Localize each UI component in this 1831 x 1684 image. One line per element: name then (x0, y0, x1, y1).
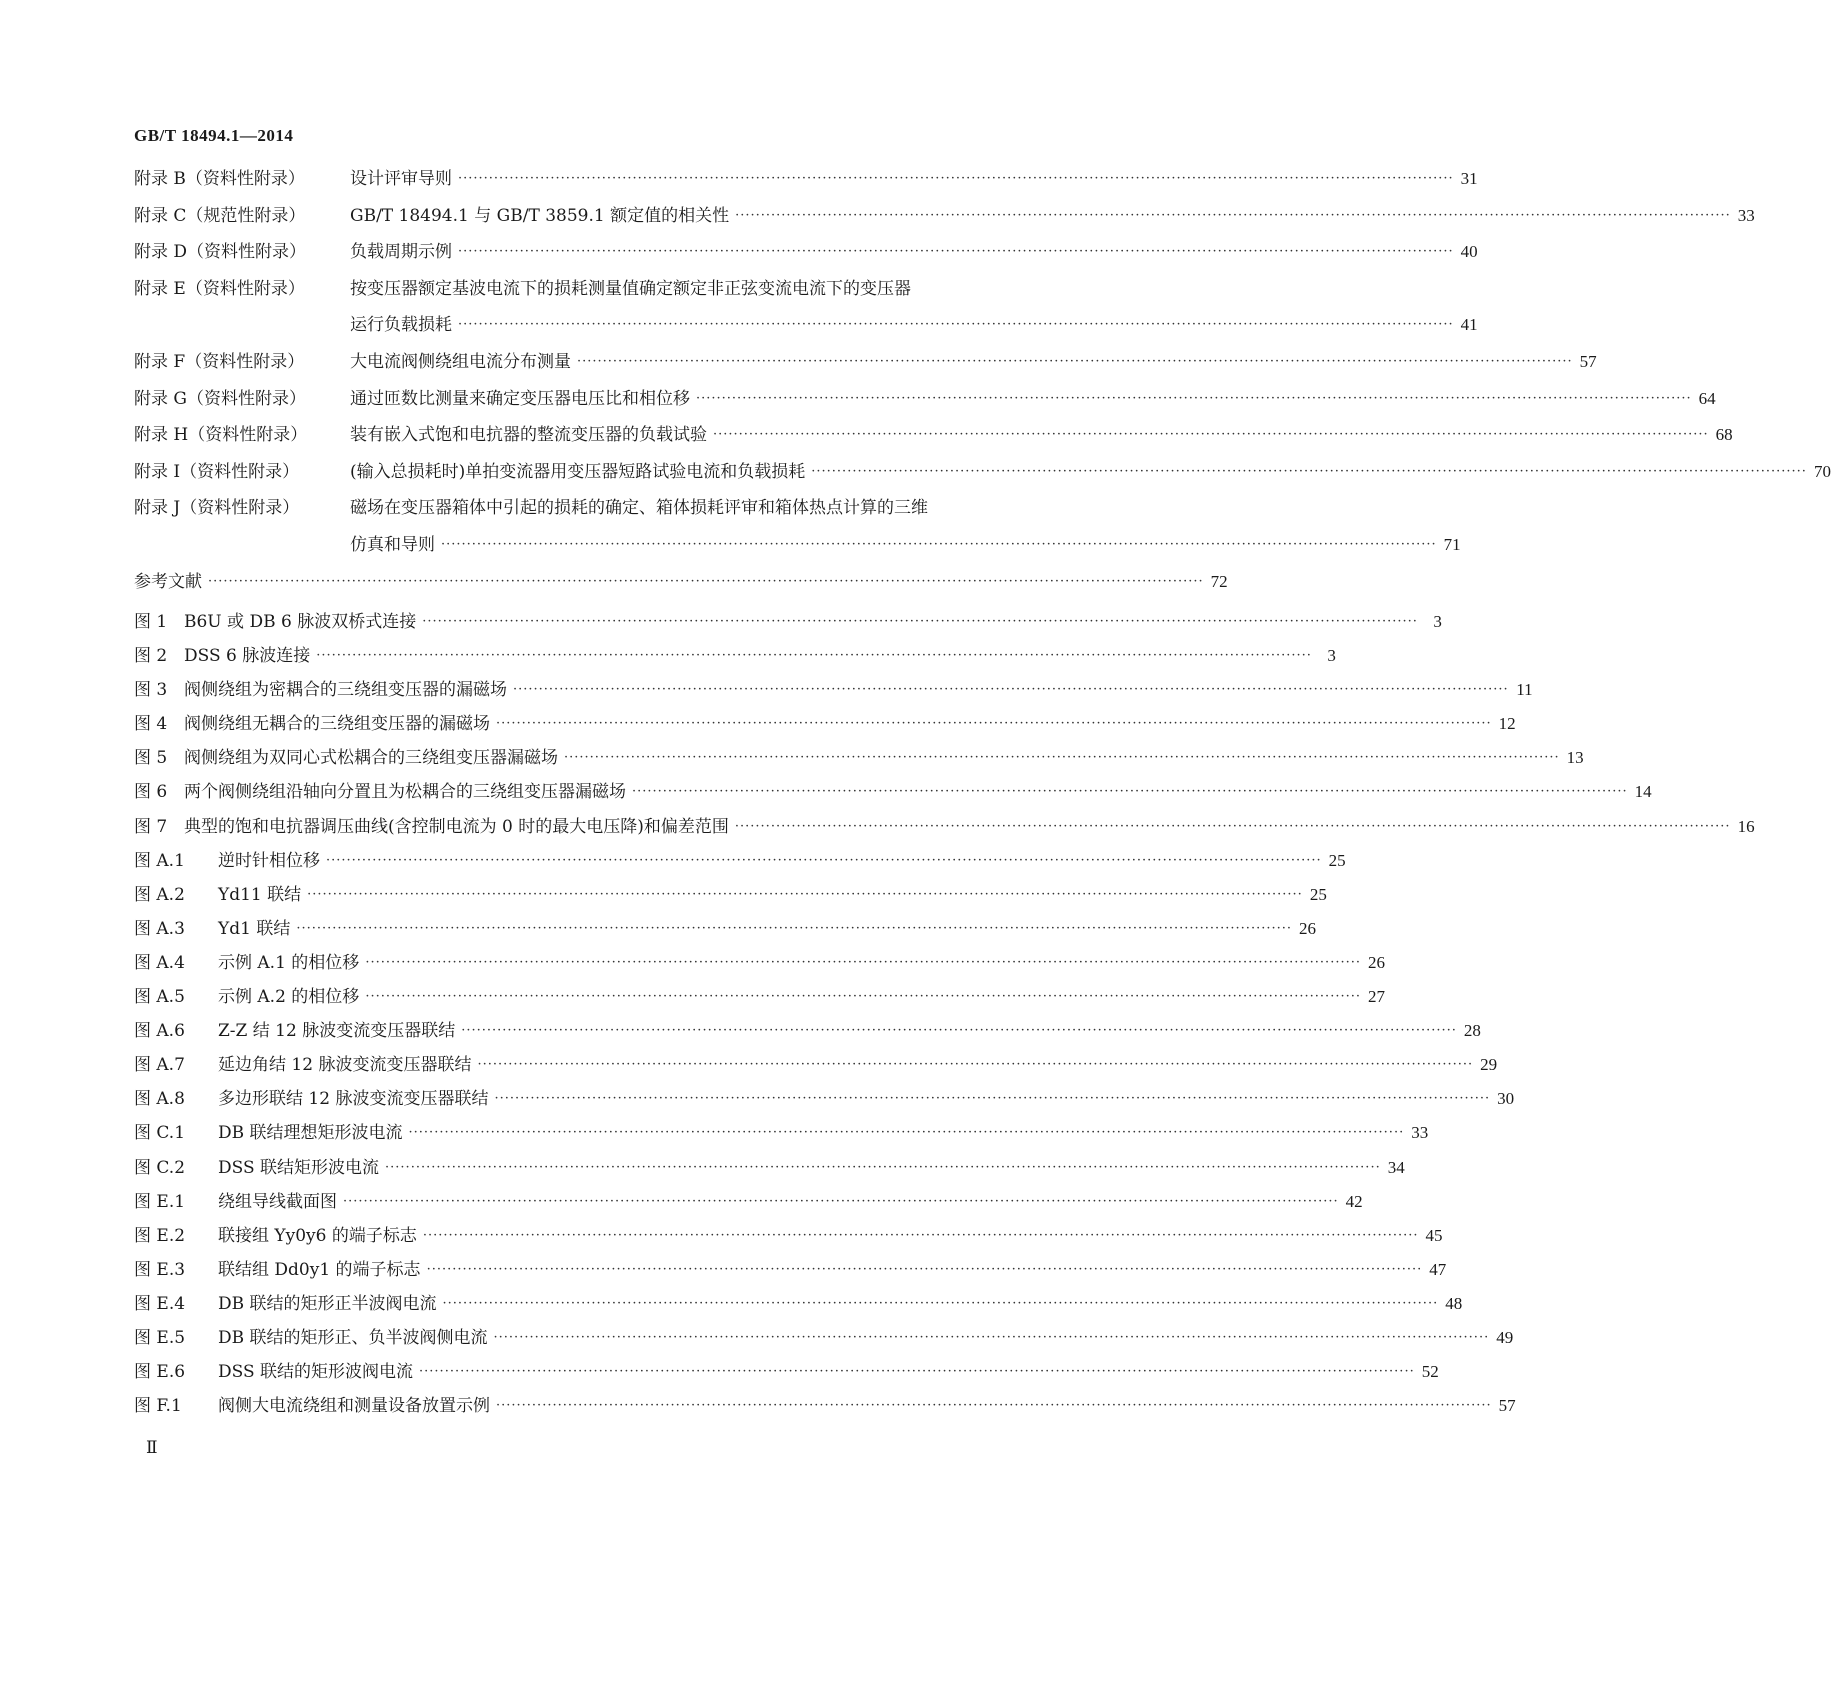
figure-title: 联接组 Yy0y6 的端子标志 (218, 1225, 417, 1246)
toc-entry-figure[interactable] (134, 849, 1346, 873)
annex-title: (输入总损耗时)单拍变流器用变压器短路试验电流和负载损耗 (350, 461, 806, 482)
toc-entry-figure[interactable] (134, 610, 1442, 634)
figure-label: 图 C.1 (134, 1123, 186, 1144)
toc-entry-figure[interactable] (134, 1121, 1429, 1145)
figure-title: DSS 联结的矩形波阀电流 (218, 1362, 414, 1383)
figure-label: 图 E.5 (134, 1327, 186, 1348)
toc-entry-figure[interactable] (134, 883, 1327, 907)
toc-entry-figure[interactable] (134, 917, 1316, 941)
page-number: 13 (1566, 748, 1584, 768)
figure-title: 阀侧大电流绕组和测量设备放置示例 (218, 1396, 490, 1417)
figure-title: 延边角结 12 脉波变流变压器联结 (218, 1055, 472, 1076)
figure-title: 典型的饱和电抗器调压曲线(含控制电流为 0 时的最大电压降)和偏差范围 (184, 816, 729, 837)
page-number: 49 (1496, 1327, 1514, 1347)
page-number: 31 (1460, 169, 1478, 188)
page-number: 28 (1463, 1021, 1481, 1041)
page-number: 14 (1634, 782, 1652, 802)
annex-title: 通过匝数比测量来确定变压器电压比和相位移 (350, 388, 690, 409)
annex-title-continued: 仿真和导则 (350, 534, 435, 555)
leader-dots (441, 533, 1437, 557)
annex-label: 附录 F（资料性附录） (134, 351, 305, 372)
annex-label: 附录 C（规范性附录） (134, 205, 306, 226)
figure-title: DSS 6 脉波连接 (184, 646, 311, 667)
toc-entry-annex-h[interactable] (134, 423, 1733, 447)
page-number: 42 (1345, 1191, 1363, 1211)
toc-entry-figure[interactable] (134, 712, 1516, 736)
toc-entry-references[interactable] (134, 570, 1228, 594)
leader-dots (443, 1292, 1439, 1316)
annex-label: 附录 I（资料性附录） (134, 461, 300, 482)
page-numeral-footer: Ⅱ (146, 1438, 158, 1457)
leader-dots (423, 1224, 1419, 1248)
leader-dots (208, 570, 1204, 594)
annex-title: 设计评审导则 (350, 169, 452, 189)
toc-entry-figure[interactable] (134, 815, 1755, 839)
figure-label: 图 F.1 (134, 1396, 182, 1417)
page-number: 26 (1367, 952, 1385, 972)
toc-entry-annex-f[interactable] (134, 350, 1597, 374)
leader-dots (577, 350, 1573, 374)
page-number: 25 (1309, 884, 1327, 904)
figure-label: 图 7 (134, 816, 168, 837)
leader-dots (409, 1121, 1405, 1145)
page-number: 26 (1299, 918, 1316, 938)
annex-title: GB/T 18494.1 与 GB/T 3859.1 额定值的相关性 (350, 205, 730, 226)
page-number: 40 (1460, 242, 1478, 262)
annex-label: 附录 D（资料性附录） (134, 242, 307, 263)
toc-annex-list (134, 167, 1831, 606)
page-number: 3 (1433, 612, 1442, 631)
leader-dots (496, 1394, 1492, 1418)
page-number: 48 (1445, 1293, 1463, 1313)
figure-title: 两个阀侧绕组沿轴向分置且为松耦合的三绕组变压器漏磁场 (184, 782, 626, 803)
leader-dots (713, 423, 1709, 447)
toc-entry-figure[interactable] (134, 780, 1652, 804)
figure-label: 图 2 (134, 646, 168, 667)
page-number: 16 (1737, 816, 1755, 836)
figure-label: 图 A.7 (134, 1055, 185, 1076)
page-number: 12 (1498, 714, 1516, 734)
page-number: 72 (1210, 571, 1228, 591)
figure-title: Yd11 联结 (218, 884, 302, 905)
toc-entry-annex-g[interactable] (134, 387, 1716, 411)
figure-title: Z-Z 结 12 脉波变流变压器联结 (218, 1021, 456, 1042)
toc-entry-figure[interactable] (134, 1156, 1405, 1180)
leader-dots (696, 387, 1692, 411)
page-number: 25 (1328, 850, 1346, 870)
leader-dots (296, 917, 1292, 941)
toc-entry-figure[interactable] (134, 1258, 1447, 1282)
annex-title: 负载周期示例 (350, 242, 452, 263)
figure-label: 图 E.2 (134, 1225, 186, 1246)
figure-label: 图 E.4 (134, 1293, 186, 1314)
leader-dots (494, 1326, 1490, 1350)
references-title: 参考文献 (134, 571, 202, 592)
figure-label: 图 3 (134, 680, 168, 701)
figure-label: 图 A.3 (134, 918, 185, 939)
toc-entry-annex-d[interactable] (134, 240, 1478, 264)
figure-label: 图 A.8 (134, 1089, 185, 1110)
annex-title: 大电流阀侧绕组电流分布测量 (350, 351, 571, 372)
toc-entry-figure[interactable] (134, 1326, 1514, 1350)
leader-dots (735, 204, 1731, 228)
page-number: 70 (1813, 461, 1831, 481)
toc-entry-annex-j[interactable] (134, 496, 1461, 557)
leader-dots (461, 1019, 1457, 1043)
page-number: 3 (1327, 646, 1336, 666)
toc-entry-figure[interactable] (134, 985, 1385, 1009)
leader-dots (494, 1087, 1490, 1111)
figure-label: 图 1 (134, 612, 168, 632)
figure-title: 联结组 Dd0y1 的端子标志 (218, 1259, 421, 1280)
annex-title-continued: 运行负载损耗 (350, 315, 452, 336)
figure-title: 阀侧绕组为密耦合的三绕组变压器的漏磁场 (184, 680, 507, 701)
annex-title: 磁场在变压器箱体中引起的损耗的确定、箱体损耗评审和箱体热点计算的三维 (350, 498, 928, 519)
toc-entry-figure[interactable] (134, 1360, 1439, 1384)
toc-entry-figure[interactable] (134, 1224, 1443, 1248)
figure-label: 图 6 (134, 782, 168, 803)
figure-title: 阀侧绕组无耦合的三绕组变压器的漏磁场 (184, 714, 490, 735)
page-number: 29 (1480, 1055, 1498, 1075)
leader-dots (365, 985, 1361, 1009)
toc-entry-annex-e[interactable] (134, 277, 1478, 338)
page-number: 57 (1498, 1396, 1516, 1416)
toc-entry-figure[interactable] (134, 1019, 1481, 1043)
figure-title: DB 联结的矩形正、负半波阀侧电流 (218, 1327, 488, 1348)
figure-title: 多边形联结 12 脉波变流变压器联结 (218, 1089, 489, 1110)
page-number: 71 (1443, 534, 1461, 554)
leader-dots (811, 460, 1807, 484)
leader-dots (564, 746, 1560, 770)
annex-title: 装有嵌入式饱和电抗器的整流变压器的负载试验 (350, 425, 707, 446)
page-number: 57 (1579, 351, 1597, 371)
figure-label: 图 5 (134, 748, 168, 769)
toc-entry-figure[interactable] (134, 1087, 1515, 1111)
leader-dots (385, 1156, 1381, 1180)
figure-title: 阀侧绕组为双同心式松耦合的三绕组变压器漏磁场 (184, 748, 558, 769)
figure-title: DB 联结理想矩形波电流 (218, 1123, 403, 1144)
annex-label: 附录 G（资料性附录） (134, 388, 306, 409)
leader-dots (496, 712, 1492, 736)
leader-dots (458, 167, 1454, 191)
figure-label: 图 A.2 (134, 884, 185, 905)
annex-label: 附录 B（资料性附录） (134, 169, 305, 189)
toc-entry-figure[interactable] (134, 746, 1584, 770)
leader-dots (458, 313, 1454, 337)
figure-label: 图 4 (134, 714, 168, 735)
page-number: 34 (1387, 1157, 1405, 1177)
page-number: 45 (1425, 1225, 1443, 1245)
figure-label: 图 E.1 (134, 1191, 186, 1212)
page-number: 33 (1737, 205, 1755, 225)
toc-entry-annex-b[interactable] (134, 167, 1478, 191)
figure-title: DSS 联结矩形波电流 (218, 1157, 380, 1178)
page-number: 30 (1497, 1089, 1515, 1109)
toc-entry-annex-c[interactable] (134, 204, 1755, 228)
toc-entry-figure[interactable] (134, 1190, 1363, 1214)
figure-label: 图 A.5 (134, 987, 185, 1008)
page-number: 27 (1367, 987, 1385, 1007)
leader-dots (316, 644, 1312, 668)
figure-label: 图 E.6 (134, 1362, 186, 1383)
leader-dots (632, 780, 1628, 804)
figure-label: 图 A.4 (134, 952, 185, 973)
toc-entry-figure[interactable] (134, 1053, 1498, 1077)
leader-dots (735, 815, 1731, 839)
leader-dots (365, 951, 1361, 975)
leader-dots (343, 1190, 1339, 1214)
page-number: 52 (1421, 1362, 1439, 1382)
figure-title: Yd1 联结 (218, 918, 291, 939)
figure-title: 逆时针相位移 (218, 850, 320, 871)
toc-entry-figure[interactable] (134, 1394, 1516, 1418)
figure-label: 图 A.1 (134, 850, 185, 871)
figure-label: 图 E.3 (134, 1259, 186, 1280)
toc-entry-figure[interactable] (134, 644, 1336, 668)
standard-number-header: GB/T 18494.1—2014 (134, 126, 294, 145)
figure-title: 示例 A.1 的相位移 (218, 952, 360, 973)
leader-dots (513, 678, 1509, 702)
annex-label: 附录 H（资料性附录） (134, 425, 308, 446)
figure-label: 图 C.2 (134, 1157, 186, 1178)
leader-dots (458, 240, 1454, 264)
toc-entry-figure[interactable] (134, 678, 1533, 702)
figure-title: 示例 A.2 的相位移 (218, 987, 360, 1008)
figure-title: 绕组导线截面图 (218, 1191, 337, 1212)
figure-title: DB 联结的矩形正半波阀电流 (218, 1293, 437, 1314)
page-number: 33 (1411, 1123, 1429, 1143)
page-number: 11 (1516, 680, 1533, 700)
leader-dots (427, 1258, 1423, 1282)
annex-label: 附录 E（资料性附录） (134, 278, 305, 299)
annex-label: 附录 J（资料性附录） (134, 498, 300, 519)
page-number: 64 (1698, 388, 1716, 408)
leader-dots (307, 883, 1303, 907)
page-number: 68 (1715, 425, 1733, 445)
page-number: 47 (1429, 1259, 1447, 1279)
annex-title: 按变压器额定基波电流下的损耗测量值确定额定非正弦变流电流下的变压器 (350, 278, 911, 299)
toc-figure-list (134, 610, 1755, 1428)
figure-title: B6U 或 DB 6 脉波双桥式连接 (184, 612, 417, 632)
toc-entry-figure[interactable] (134, 1292, 1463, 1316)
leader-dots (419, 1360, 1415, 1384)
toc-entry-figure[interactable] (134, 951, 1385, 975)
toc-entry-annex-i[interactable] (134, 460, 1831, 484)
leader-dots (326, 849, 1322, 873)
page-number: 41 (1460, 315, 1478, 335)
leader-dots (422, 610, 1418, 634)
figure-label: 图 A.6 (134, 1021, 185, 1042)
leader-dots (477, 1053, 1473, 1077)
